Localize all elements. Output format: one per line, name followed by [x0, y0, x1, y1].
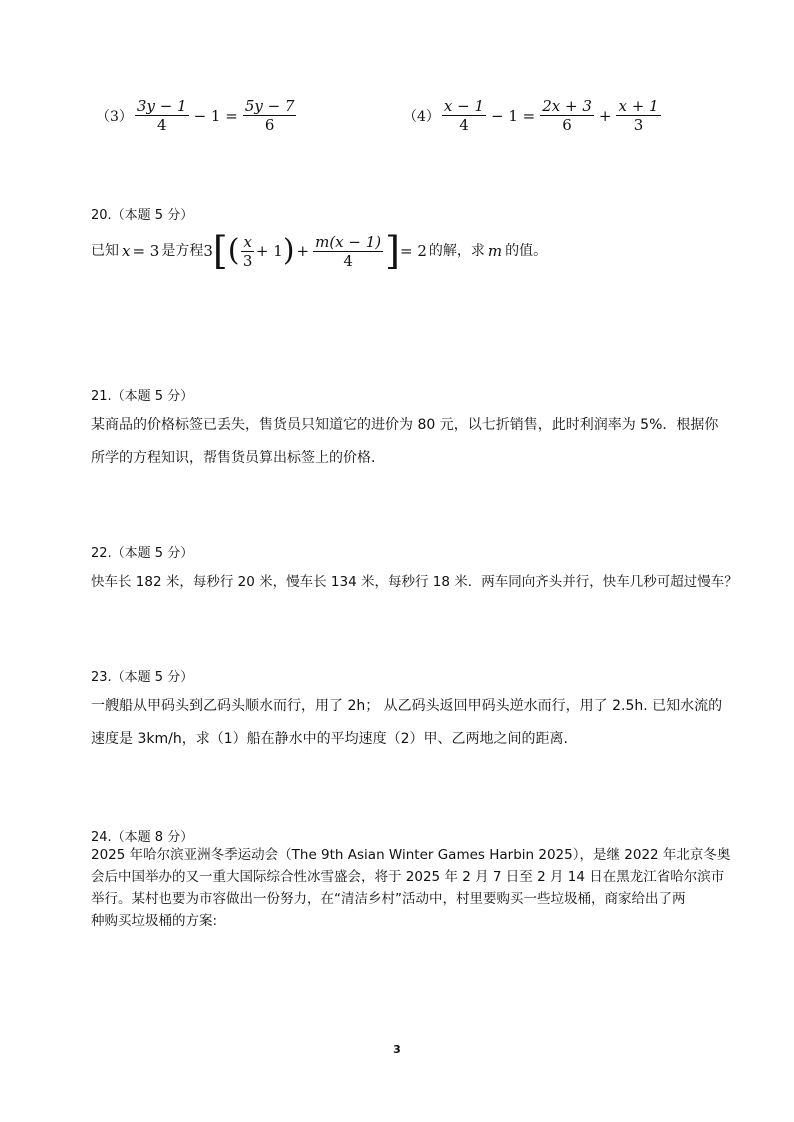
paren: (: [227, 233, 240, 268]
question-text: 已知: [91, 243, 119, 259]
denominator: 4: [156, 116, 167, 134]
equation-text: − 1 =: [491, 106, 536, 125]
numerator: 2x + 3: [542, 97, 592, 115]
question-text: 是方程: [161, 243, 204, 259]
fraction: [135, 98, 189, 133]
question-22-line: 快车长 182 米，每秒行 20 米，慢车长 134 米，每秒行 18 米．两车同向齐头并行，快车几秒可超过慢车？: [91, 574, 738, 590]
fraction: [313, 234, 383, 269]
question-text: 的值。: [505, 243, 548, 259]
question-text: 的解，求: [428, 243, 485, 259]
bracket: [: [212, 229, 228, 273]
question-23-line: 一艘船从甲码头到乙码头顺水而行，用了 2h； 从乙码头返回甲码头逆水而行，用了 2.5h. 已知水流的: [91, 698, 723, 714]
math-text: = 2: [399, 242, 427, 260]
fraction: [243, 98, 297, 133]
fraction: [241, 234, 253, 269]
denominator: 3: [633, 116, 644, 134]
question-23-heading: 23.（本题 5 分）: [91, 670, 194, 685]
question-20-body: [91, 229, 548, 273]
question-24-line: 举行。某村也要为市容做出一份努力，在“清洁乡村”活动中，村里要购买一些垃圾桶，商家给出了两: [91, 891, 686, 907]
question-24-heading: 24.（本题 8 分）: [91, 830, 194, 845]
equation-text: − 1 =: [193, 106, 238, 125]
equation-text: +: [598, 106, 612, 125]
question-21-heading: 21.（本题 5 分）: [91, 389, 194, 404]
page-number: 3: [393, 1043, 401, 1056]
math-variable: m: [487, 242, 503, 260]
question-22-heading: 22.（本题 5 分）: [91, 546, 194, 561]
question-24-line: 种购买垃圾桶的方案:: [91, 913, 218, 929]
question-21-line: 某商品的价格标签已丢失，售货员只知道它的进价为 80 元，以七折销售，此时利润率为 5%．根据你: [91, 417, 719, 433]
numerator: 3y − 1: [136, 97, 187, 115]
question-24-line: 2025 年哈尔滨亚洲冬季运动会（The 9th Asian Winter Games Harbin 2025），是继 2022 年北京冬奥: [91, 847, 731, 863]
question-20-heading: 20.（本题 5 分）: [91, 208, 194, 223]
numerator: x: [243, 232, 252, 251]
numerator: 5y − 7: [244, 97, 295, 115]
part-label: （4）: [403, 108, 440, 125]
denominator: 4: [459, 116, 469, 134]
math-text: 3: [203, 242, 213, 260]
math-text: = 3: [132, 242, 160, 260]
numerator: m(x − 1): [315, 232, 382, 251]
fraction: [616, 98, 660, 133]
denominator: 6: [264, 116, 275, 134]
bracket: ]: [385, 229, 400, 273]
equation-part-3: [96, 98, 298, 133]
equation-part-4: [403, 98, 663, 133]
question-23-line: 速度是 3km/h，求（1）船在静水中的平均速度（2）甲、乙两地之间的距离.: [91, 731, 568, 747]
fraction: [540, 98, 594, 133]
part-label: （3）: [96, 108, 133, 125]
fraction: [442, 98, 486, 133]
paren: ): [282, 233, 295, 268]
denominator: 6: [562, 116, 572, 134]
math-text: +: [296, 242, 310, 260]
question-24-line: 会后中国举办的又一重大国际综合性冰雪盛会，将于 2025 年 2 月 7 日至 2 月 14 日在黑龙江省哈尔滨市: [91, 869, 725, 885]
numerator: x + 1: [618, 97, 659, 115]
denominator: 3: [242, 251, 253, 270]
numerator: x − 1: [443, 97, 485, 115]
math-variable: x: [122, 242, 131, 260]
question-21-line: 所学的方程知识，帮售货员算出标签上的价格.: [91, 450, 376, 466]
math-text: + 1: [255, 242, 283, 260]
denominator: 4: [343, 251, 353, 270]
